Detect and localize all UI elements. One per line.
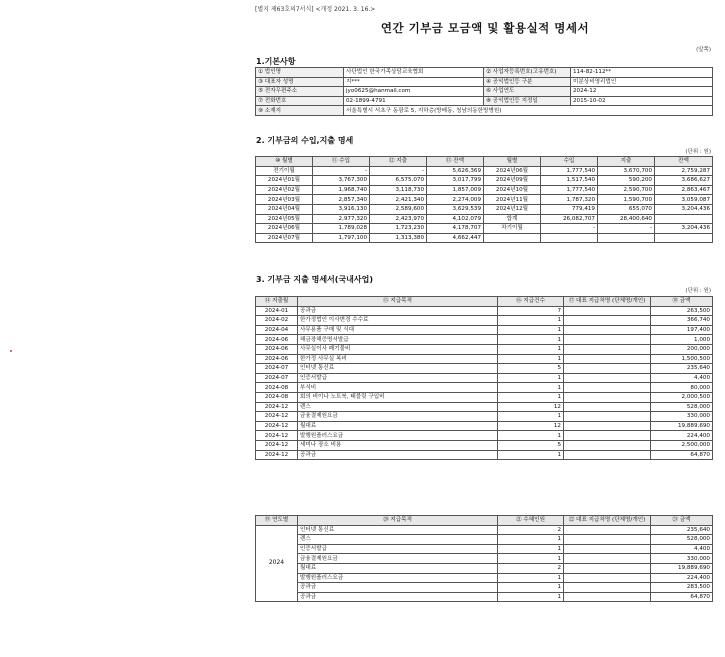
- summary-row: [256, 573, 713, 583]
- income-month: 2024년10월: [484, 185, 541, 195]
- summary-purpose: 발행원플러스요금: [298, 573, 498, 583]
- income-header: 월별: [484, 157, 541, 167]
- summary-row: [256, 535, 713, 545]
- expense-month: 2024-07: [256, 373, 298, 383]
- expense-header: ⑭ 지출월: [256, 297, 298, 307]
- summary-header: ㉑ 수혜인원: [498, 516, 564, 526]
- expense-header: ⑯ 지급건수: [498, 297, 564, 307]
- expense-purpose: 한가정 사무실 복비: [298, 354, 498, 364]
- expense-month: 2024-06: [256, 354, 298, 364]
- basic-row: [256, 87, 713, 97]
- expense-purpose: 부식비: [298, 383, 498, 393]
- expense-month: 2024-12: [256, 440, 298, 450]
- expense-payee: [564, 354, 651, 364]
- basic-label: ③ 대표자 성명: [256, 77, 344, 87]
- summary-table: [255, 515, 713, 602]
- expense-count: 5: [498, 440, 564, 450]
- summary-amount: 528,000: [651, 535, 713, 545]
- expense-amount: 1,000: [651, 335, 713, 345]
- summary-purpose: 금융결제원요금: [298, 554, 498, 564]
- summary-year: 2024: [256, 525, 298, 602]
- expense-count: 1: [498, 412, 564, 422]
- income-header: 수입: [541, 157, 598, 167]
- summary-purpose: 인증서발급: [298, 544, 498, 554]
- income-amount: 1,787,320: [541, 195, 598, 205]
- basic-row: [256, 68, 713, 78]
- expense-month: 2024-06: [256, 344, 298, 354]
- income-amount: 590,200: [598, 176, 655, 186]
- summary-amount: 330,000: [651, 554, 713, 564]
- income-amount: 1,968,740: [313, 185, 370, 195]
- form-number: [별지 제63호의7서식] <개정 2021. 3. 16.>: [255, 6, 376, 13]
- income-amount: 3,916,130: [313, 204, 370, 214]
- summary-amount: 283,500: [651, 583, 713, 593]
- expense-row: [256, 325, 713, 335]
- basic-value: 사단법인 한국가족상담교육협회: [344, 68, 484, 78]
- expense-table: [255, 296, 713, 460]
- income-amount: [598, 233, 655, 243]
- expense-row: [256, 354, 713, 364]
- expense-row: [256, 335, 713, 345]
- expense-count: 1: [498, 344, 564, 354]
- summary-payee: [564, 535, 651, 545]
- income-row: [256, 166, 713, 176]
- income-amount: 3,204,436: [655, 224, 713, 234]
- expense-payee: [564, 402, 651, 412]
- basic-row: [256, 96, 713, 106]
- income-month: 2024년07월: [256, 233, 313, 243]
- expense-purpose: 인터넷 통신료: [298, 364, 498, 374]
- income-amount: 28,400,640: [598, 214, 655, 224]
- income-month: 2024년02월: [256, 185, 313, 195]
- summary-row: [256, 592, 713, 602]
- income-month: 2024년06월: [484, 166, 541, 176]
- income-amount: 1,590,700: [598, 195, 655, 205]
- summary-purpose: 공과금: [298, 592, 498, 602]
- expense-count: 1: [498, 325, 564, 335]
- income-amount: 3,767,300: [313, 176, 370, 186]
- income-amount: 2,423,970: [370, 214, 427, 224]
- basic-label: ⑧ 공익법인등 지정일: [484, 96, 571, 106]
- summary-row: [256, 525, 713, 535]
- summary-row: [256, 583, 713, 593]
- basic-label: ① 법인명: [256, 68, 344, 78]
- expense-purpose: 월대료: [298, 421, 498, 431]
- expense-amount: 235,640: [651, 364, 713, 374]
- income-amount: -: [370, 166, 427, 176]
- expense-unit: (단위 : 원): [685, 288, 711, 294]
- expense-payee: [564, 335, 651, 345]
- summary-payee: [564, 554, 651, 564]
- income-amount: 2,863,467: [655, 185, 713, 195]
- income-amount: 4,102,079: [427, 214, 484, 224]
- expense-count: 1: [498, 450, 564, 460]
- income-header: ⑩ 월별: [256, 157, 313, 167]
- income-amount: 2,977,320: [313, 214, 370, 224]
- summary-count: 1: [498, 583, 564, 593]
- expense-count: 1: [498, 373, 564, 383]
- income-amount: 2,857,340: [313, 195, 370, 205]
- summary-header: ㉒ 대표 지급처명 (단체명/개인): [564, 516, 651, 526]
- income-amount: 4,178,707: [427, 224, 484, 234]
- summary-count: 1: [498, 573, 564, 583]
- document-title: 연간 기부금 모금액 및 활용실적 명세서: [380, 21, 590, 35]
- income-amount: -: [313, 166, 370, 176]
- summary-row: [256, 554, 713, 564]
- expense-purpose: 인증서발급: [298, 373, 498, 383]
- income-amount: [541, 233, 598, 243]
- expense-amount: 80,000: [651, 383, 713, 393]
- summary-amount: 4,400: [651, 544, 713, 554]
- summary-count: 2: [498, 525, 564, 535]
- summary-header: ㉓ 금액: [651, 516, 713, 526]
- expense-amount: 2,500,000: [651, 440, 713, 450]
- income-month: [484, 233, 541, 243]
- expense-count: 1: [498, 335, 564, 345]
- expense-purpose: 세미나 장소 비용: [298, 440, 498, 450]
- income-amount: 3,629,539: [427, 204, 484, 214]
- expense-count: 12: [498, 421, 564, 431]
- summary-count: 1: [498, 535, 564, 545]
- summary-count: 1: [498, 544, 564, 554]
- expense-row: [256, 392, 713, 402]
- expense-row: [256, 383, 713, 393]
- expense-payee: [564, 344, 651, 354]
- income-amount: 655,070: [598, 204, 655, 214]
- summary-amount: 235,640: [651, 525, 713, 535]
- income-amount: 2,274,009: [427, 195, 484, 205]
- expense-month: 2024-12: [256, 402, 298, 412]
- income-row: [256, 195, 713, 205]
- basic-label: ② 사업자등록번호(고유번호): [484, 68, 571, 78]
- summary-payee: [564, 573, 651, 583]
- basic-label: ④ 공익법인등 구분: [484, 77, 571, 87]
- income-row: [256, 224, 713, 234]
- expense-payee: [564, 412, 651, 422]
- summary-header: ⑲ 연도별: [256, 516, 298, 526]
- expense-row: [256, 440, 713, 450]
- summary-payee: [564, 583, 651, 593]
- basic-label: ⑤ 전자우편주소: [256, 87, 344, 97]
- expense-amount: 200,000: [651, 344, 713, 354]
- expense-month: 2024-01: [256, 306, 298, 316]
- income-unit: (단위 : 원): [685, 149, 711, 155]
- expense-count: 7: [498, 306, 564, 316]
- basic-value: 114-82-112**: [571, 68, 713, 78]
- expense-purpose: 금융결제원요금: [298, 412, 498, 422]
- section-expense-title: 3. 기부금 지출 명세서(국내사업): [256, 275, 374, 284]
- summary-purpose: 렌스: [298, 535, 498, 545]
- income-amount: 3,204,436: [655, 204, 713, 214]
- basic-info-table: [255, 67, 713, 116]
- income-amount: 3,118,730: [370, 185, 427, 195]
- summary-payee: [564, 544, 651, 554]
- expense-purpose: 한가정법인 이사변경 수수료: [298, 316, 498, 326]
- income-row: [256, 233, 713, 243]
- expense-payee: [564, 431, 651, 441]
- income-row: [256, 204, 713, 214]
- expense-purpose: 공과금: [298, 450, 498, 460]
- expense-payee: [564, 450, 651, 460]
- expense-amount: 366,740: [651, 316, 713, 326]
- expense-header: ⑮ 지급목적: [298, 297, 498, 307]
- basic-value: 2015-10-02: [571, 96, 713, 106]
- income-amount: 779,419: [541, 204, 598, 214]
- income-amount: 2,590,700: [598, 185, 655, 195]
- expense-row: [256, 450, 713, 460]
- expense-purpose: 회의 비이나 노트북, 태블릿 구입비: [298, 392, 498, 402]
- expense-purpose: 발행원플러스요금: [298, 431, 498, 441]
- expense-amount: 1,500,500: [651, 354, 713, 364]
- section-income-title: 2. 기부금의 수입,지출 명세: [256, 136, 354, 145]
- income-month: 2024년05월: [256, 214, 313, 224]
- income-month: 2024년01월: [256, 176, 313, 186]
- expense-month: 2024-12: [256, 431, 298, 441]
- income-amount: 1,723,230: [370, 224, 427, 234]
- income-month: 2024년03월: [256, 195, 313, 205]
- expense-payee: [564, 421, 651, 431]
- expense-row: [256, 402, 713, 412]
- income-amount: [655, 233, 713, 243]
- expense-month: 2024-04: [256, 325, 298, 335]
- income-month: 2024년11월: [484, 195, 541, 205]
- expense-row: [256, 412, 713, 422]
- expense-purpose: 사무실이사 폐기물비: [298, 344, 498, 354]
- expense-amount: 528,000: [651, 402, 713, 412]
- summary-row: [256, 544, 713, 554]
- expense-amount: 19,889,690: [651, 421, 713, 431]
- summary-payee: [564, 592, 651, 602]
- income-amount: 3,017,799: [427, 176, 484, 186]
- expense-month: 2024-12: [256, 450, 298, 460]
- expense-payee: [564, 383, 651, 393]
- expense-payee: [564, 325, 651, 335]
- income-month: 2024년06월: [256, 224, 313, 234]
- expense-month: 2024-08: [256, 383, 298, 393]
- basic-row: [256, 77, 713, 87]
- income-row: [256, 214, 713, 224]
- income-month: 2024년04월: [256, 204, 313, 214]
- income-month: 합계: [484, 214, 541, 224]
- expense-row: [256, 421, 713, 431]
- summary-amount: 224,400: [651, 573, 713, 583]
- expense-row: [256, 316, 713, 326]
- income-amount: -: [598, 224, 655, 234]
- expense-header: ⑰ 대표 지급처명 (단체명/개인): [564, 297, 651, 307]
- income-amount: 1,313,380: [370, 233, 427, 243]
- basic-value: jyo0625@hanmail.com: [344, 87, 484, 97]
- income-amount: 1,517,540: [541, 176, 598, 186]
- front-note: (앞쪽): [696, 47, 711, 53]
- income-amount: 2,759,287: [655, 166, 713, 176]
- expense-amount: 263,500: [651, 306, 713, 316]
- expense-month: 2024-12: [256, 421, 298, 431]
- expense-month: 2024-12: [256, 412, 298, 422]
- expense-amount: 2,000,500: [651, 392, 713, 402]
- income-header: ⑬ 잔액: [427, 157, 484, 167]
- expense-row: [256, 431, 713, 441]
- summary-amount: 19,889,690: [651, 563, 713, 573]
- income-amount: 2,589,600: [370, 204, 427, 214]
- expense-count: 1: [498, 392, 564, 402]
- expense-payee: [564, 306, 651, 316]
- expense-purpose: 공과금: [298, 306, 498, 316]
- income-header: 잔액: [655, 157, 713, 167]
- income-month: 2024년12월: [484, 204, 541, 214]
- basic-label: ⑨ 소재지: [256, 106, 344, 116]
- expense-count: 12: [498, 402, 564, 412]
- expense-amount: 197,400: [651, 325, 713, 335]
- expense-payee: [564, 440, 651, 450]
- basic-label: ⑥ 사업연도: [484, 87, 571, 97]
- expense-amount: 330,000: [651, 412, 713, 422]
- expense-payee: [564, 316, 651, 326]
- expense-amount: 224,400: [651, 431, 713, 441]
- summary-purpose: 월대료: [298, 563, 498, 573]
- income-amount: 1,797,100: [313, 233, 370, 243]
- income-amount: 1,857,009: [427, 185, 484, 195]
- basic-row: [256, 106, 713, 116]
- expense-payee: [564, 373, 651, 383]
- income-table: [255, 156, 713, 243]
- summary-purpose: 공과금: [298, 583, 498, 593]
- expense-count: 1: [498, 316, 564, 326]
- expense-purpose: 렌스: [298, 402, 498, 412]
- income-amount: [655, 214, 713, 224]
- basic-label: ⑦ 전화번호: [256, 96, 344, 106]
- summary-payee: [564, 525, 651, 535]
- summary-payee: [564, 563, 651, 573]
- section-basic-title: 1.기본사항: [256, 57, 296, 66]
- expense-payee: [564, 364, 651, 374]
- income-amount: 1,777,540: [541, 166, 598, 176]
- expense-month: 2024-07: [256, 364, 298, 374]
- expense-row: [256, 306, 713, 316]
- expense-count: 5: [498, 364, 564, 374]
- expense-row: [256, 344, 713, 354]
- income-amount: 4,662,447: [427, 233, 484, 243]
- expense-month: 2024-02: [256, 316, 298, 326]
- basic-value: 지***: [344, 77, 484, 87]
- income-header: 지출: [598, 157, 655, 167]
- stray-red-dot: [10, 350, 12, 352]
- expense-purpose: 사무용품 구매 및 식대: [298, 325, 498, 335]
- income-amount: 6,575,070: [370, 176, 427, 186]
- expense-month: 2024-06: [256, 335, 298, 345]
- summary-purpose: 인터넷 통신료: [298, 525, 498, 535]
- income-month: 차기이월: [484, 224, 541, 234]
- income-header: ⑫ 지출: [370, 157, 427, 167]
- income-row: [256, 176, 713, 186]
- expense-count: 1: [498, 354, 564, 364]
- basic-value: 미분상비영리법인: [571, 77, 713, 87]
- summary-count: 1: [498, 592, 564, 602]
- income-month: 2024년09월: [484, 176, 541, 186]
- income-amount: 3,670,700: [598, 166, 655, 176]
- expense-amount: 4,400: [651, 373, 713, 383]
- expense-payee: [564, 392, 651, 402]
- expense-count: 1: [498, 431, 564, 441]
- basic-value: 02-1899-4791: [344, 96, 484, 106]
- income-amount: 2,421,340: [370, 195, 427, 205]
- income-row: [256, 185, 713, 195]
- expense-month: 2024-08: [256, 392, 298, 402]
- income-amount: -: [541, 224, 598, 234]
- summary-row: [256, 563, 713, 573]
- expense-header: ⑱ 금액: [651, 297, 713, 307]
- expense-row: [256, 373, 713, 383]
- basic-value: 서울특별시 서초구 동광로 5, 지하층(방배동, 청남의동한방병원): [344, 106, 713, 116]
- income-amount: 3,059,087: [655, 195, 713, 205]
- income-amount: 1,777,540: [541, 185, 598, 195]
- expense-purpose: 해금장해증명서발급: [298, 335, 498, 345]
- expense-count: 1: [498, 383, 564, 393]
- income-amount: 3,686,627: [655, 176, 713, 186]
- income-header: ⑪ 수입: [313, 157, 370, 167]
- income-amount: 26,082,707: [541, 214, 598, 224]
- income-month: 전기이월: [256, 166, 313, 176]
- expense-row: [256, 364, 713, 374]
- expense-amount: 64,870: [651, 450, 713, 460]
- income-amount: 5,626,369: [427, 166, 484, 176]
- summary-count: 2: [498, 563, 564, 573]
- basic-value: 2024-12: [571, 87, 713, 97]
- summary-amount: 64,870: [651, 592, 713, 602]
- summary-header: ⑳ 지급목적: [298, 516, 498, 526]
- summary-count: 1: [498, 554, 564, 564]
- income-amount: 1,789,028: [313, 224, 370, 234]
